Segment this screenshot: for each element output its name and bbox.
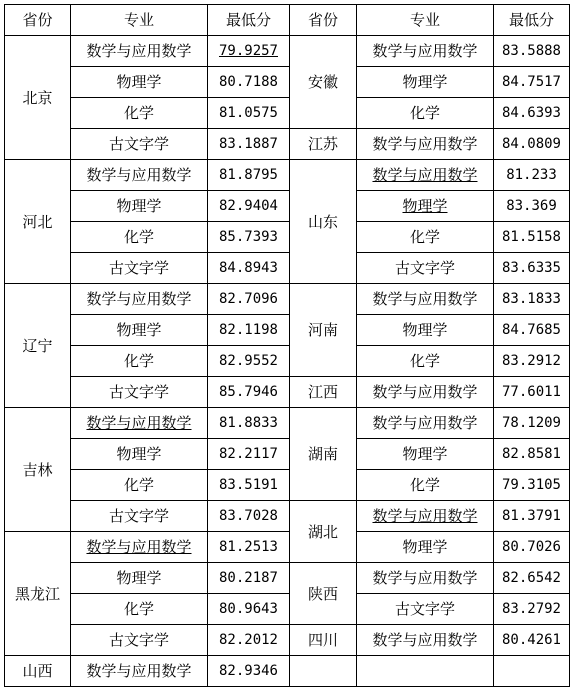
major-cell: 化学 — [357, 222, 494, 253]
header-score-right: 最低分 — [494, 5, 570, 36]
score-cell: 83.2912 — [494, 346, 570, 377]
score-cell: 82.9404 — [208, 191, 290, 222]
province-cell: 四川 — [290, 625, 357, 656]
table-row — [5, 36, 570, 67]
header-major-right: 专业 — [357, 5, 494, 36]
major-cell: 化学 — [71, 222, 208, 253]
score-cell: 81.233 — [494, 160, 570, 191]
province-cell: 河南 — [290, 284, 357, 377]
major-cell: 古文字学 — [71, 129, 208, 160]
province-cell: 山西 — [5, 656, 71, 687]
score-cell: 82.7096 — [208, 284, 290, 315]
major-cell: 数学与应用数学 — [357, 36, 494, 67]
major-cell: 物理学 — [357, 315, 494, 346]
major-cell: 数学与应用数学 — [71, 36, 208, 67]
empty-cell — [290, 656, 357, 687]
table-row — [5, 67, 570, 98]
score-cell: 82.8581 — [494, 439, 570, 470]
major-cell: 古文字学 — [357, 253, 494, 284]
province-cell: 湖北 — [290, 501, 357, 563]
header-major-left: 专业 — [71, 5, 208, 36]
major-cell: 物理学 — [357, 67, 494, 98]
score-cell: 77.6011 — [494, 377, 570, 408]
major-cell — [71, 532, 208, 563]
score-table-body — [5, 5, 570, 687]
province-cell: 吉林 — [5, 408, 71, 532]
score-cell: 83.7028 — [208, 501, 290, 532]
score-cell: 83.369 — [494, 191, 570, 222]
table-row — [5, 470, 570, 501]
header-row — [5, 5, 570, 36]
score-cell: 83.2792 — [494, 594, 570, 625]
major-cell: 数学与应用数学 — [71, 284, 208, 315]
major-cell-text: 数学与应用数学 — [86, 538, 192, 556]
score-cell: 81.5158 — [494, 222, 570, 253]
score-cell: 83.1887 — [208, 129, 290, 160]
score-cell: 81.8795 — [208, 160, 290, 191]
major-cell: 数学与应用数学 — [357, 377, 494, 408]
province-cell: 辽宁 — [5, 284, 71, 408]
table-row — [5, 408, 570, 439]
table-row — [5, 439, 570, 470]
empty-cell — [357, 656, 494, 687]
major-cell: 物理学 — [71, 439, 208, 470]
major-cell: 数学与应用数学 — [71, 160, 208, 191]
major-cell: 古文字学 — [71, 625, 208, 656]
major-cell — [357, 160, 494, 191]
major-cell: 古文字学 — [71, 377, 208, 408]
major-cell-text: 数学与应用数学 — [372, 507, 478, 525]
province-cell: 江苏 — [290, 129, 357, 160]
table-row — [5, 284, 570, 315]
province-cell: 黑龙江 — [5, 532, 71, 656]
major-cell: 古文字学 — [71, 501, 208, 532]
header-province-left: 省份 — [5, 5, 71, 36]
header-score-left: 最低分 — [208, 5, 290, 36]
score-cell: 85.7393 — [208, 222, 290, 253]
major-cell: 物理学 — [71, 67, 208, 98]
table-row — [5, 253, 570, 284]
table-row — [5, 315, 570, 346]
major-cell: 化学 — [71, 594, 208, 625]
major-cell: 古文字学 — [71, 253, 208, 284]
major-cell: 数学与应用数学 — [357, 408, 494, 439]
score-cell: 82.6542 — [494, 563, 570, 594]
score-cell: 82.2012 — [208, 625, 290, 656]
table-row — [5, 377, 570, 408]
major-cell: 数学与应用数学 — [71, 656, 208, 687]
table-row — [5, 222, 570, 253]
table-row — [5, 625, 570, 656]
table-row — [5, 501, 570, 532]
score-cell: 84.8943 — [208, 253, 290, 284]
table-row — [5, 563, 570, 594]
major-cell: 物理学 — [71, 191, 208, 222]
major-cell-text: 数学与应用数学 — [86, 414, 192, 432]
major-cell — [357, 501, 494, 532]
header-province-right: 省份 — [290, 5, 357, 36]
score-table — [4, 4, 570, 687]
major-cell: 数学与应用数学 — [357, 625, 494, 656]
major-cell: 化学 — [357, 470, 494, 501]
score-cell: 81.2513 — [208, 532, 290, 563]
province-cell: 陕西 — [290, 563, 357, 625]
score-cell: 82.2117 — [208, 439, 290, 470]
major-cell: 化学 — [71, 98, 208, 129]
major-cell: 数学与应用数学 — [357, 563, 494, 594]
major-cell: 数学与应用数学 — [357, 129, 494, 160]
score-cell: 84.7517 — [494, 67, 570, 98]
major-cell: 物理学 — [71, 563, 208, 594]
table-row — [5, 98, 570, 129]
score-cell: 83.5191 — [208, 470, 290, 501]
score-cell: 82.1198 — [208, 315, 290, 346]
score-cell-text: 79.9257 — [218, 43, 278, 59]
score-cell: 83.6335 — [494, 253, 570, 284]
province-cell: 江西 — [290, 377, 357, 408]
table-row — [5, 532, 570, 563]
score-cell: 80.9643 — [208, 594, 290, 625]
major-cell: 数学与应用数学 — [357, 284, 494, 315]
score-cell: 80.4261 — [494, 625, 570, 656]
table-row — [5, 191, 570, 222]
province-cell: 河北 — [5, 160, 71, 284]
table-row — [5, 346, 570, 377]
score-cell: 79.3105 — [494, 470, 570, 501]
major-cell-text: 数学与应用数学 — [372, 166, 478, 184]
major-cell: 化学 — [357, 346, 494, 377]
table-row — [5, 656, 570, 687]
major-cell: 物理学 — [357, 532, 494, 563]
score-cell: 81.3791 — [494, 501, 570, 532]
province-cell: 安徽 — [290, 36, 357, 129]
score-cell: 82.9346 — [208, 656, 290, 687]
score-cell: 84.0809 — [494, 129, 570, 160]
score-cell: 78.1209 — [494, 408, 570, 439]
score-cell: 81.0575 — [208, 98, 290, 129]
major-cell: 古文字学 — [357, 594, 494, 625]
province-cell: 北京 — [5, 36, 71, 160]
score-cell: 80.7188 — [208, 67, 290, 98]
major-cell — [71, 408, 208, 439]
score-cell: 80.7026 — [494, 532, 570, 563]
table-row — [5, 129, 570, 160]
major-cell — [357, 191, 494, 222]
score-cell: 83.5888 — [494, 36, 570, 67]
score-cell: 85.7946 — [208, 377, 290, 408]
major-cell-text: 物理学 — [402, 197, 448, 215]
major-cell: 物理学 — [71, 315, 208, 346]
table-row — [5, 594, 570, 625]
score-cell: 81.8833 — [208, 408, 290, 439]
major-cell: 化学 — [357, 98, 494, 129]
score-cell: 80.2187 — [208, 563, 290, 594]
score-cell — [208, 36, 290, 67]
score-cell: 84.6393 — [494, 98, 570, 129]
major-cell: 化学 — [71, 470, 208, 501]
major-cell: 化学 — [71, 346, 208, 377]
score-cell: 83.1833 — [494, 284, 570, 315]
empty-cell — [494, 656, 570, 687]
table-row — [5, 160, 570, 191]
score-cell: 84.7685 — [494, 315, 570, 346]
province-cell: 山东 — [290, 160, 357, 284]
major-cell: 物理学 — [357, 439, 494, 470]
score-cell: 82.9552 — [208, 346, 290, 377]
province-cell: 湖南 — [290, 408, 357, 501]
